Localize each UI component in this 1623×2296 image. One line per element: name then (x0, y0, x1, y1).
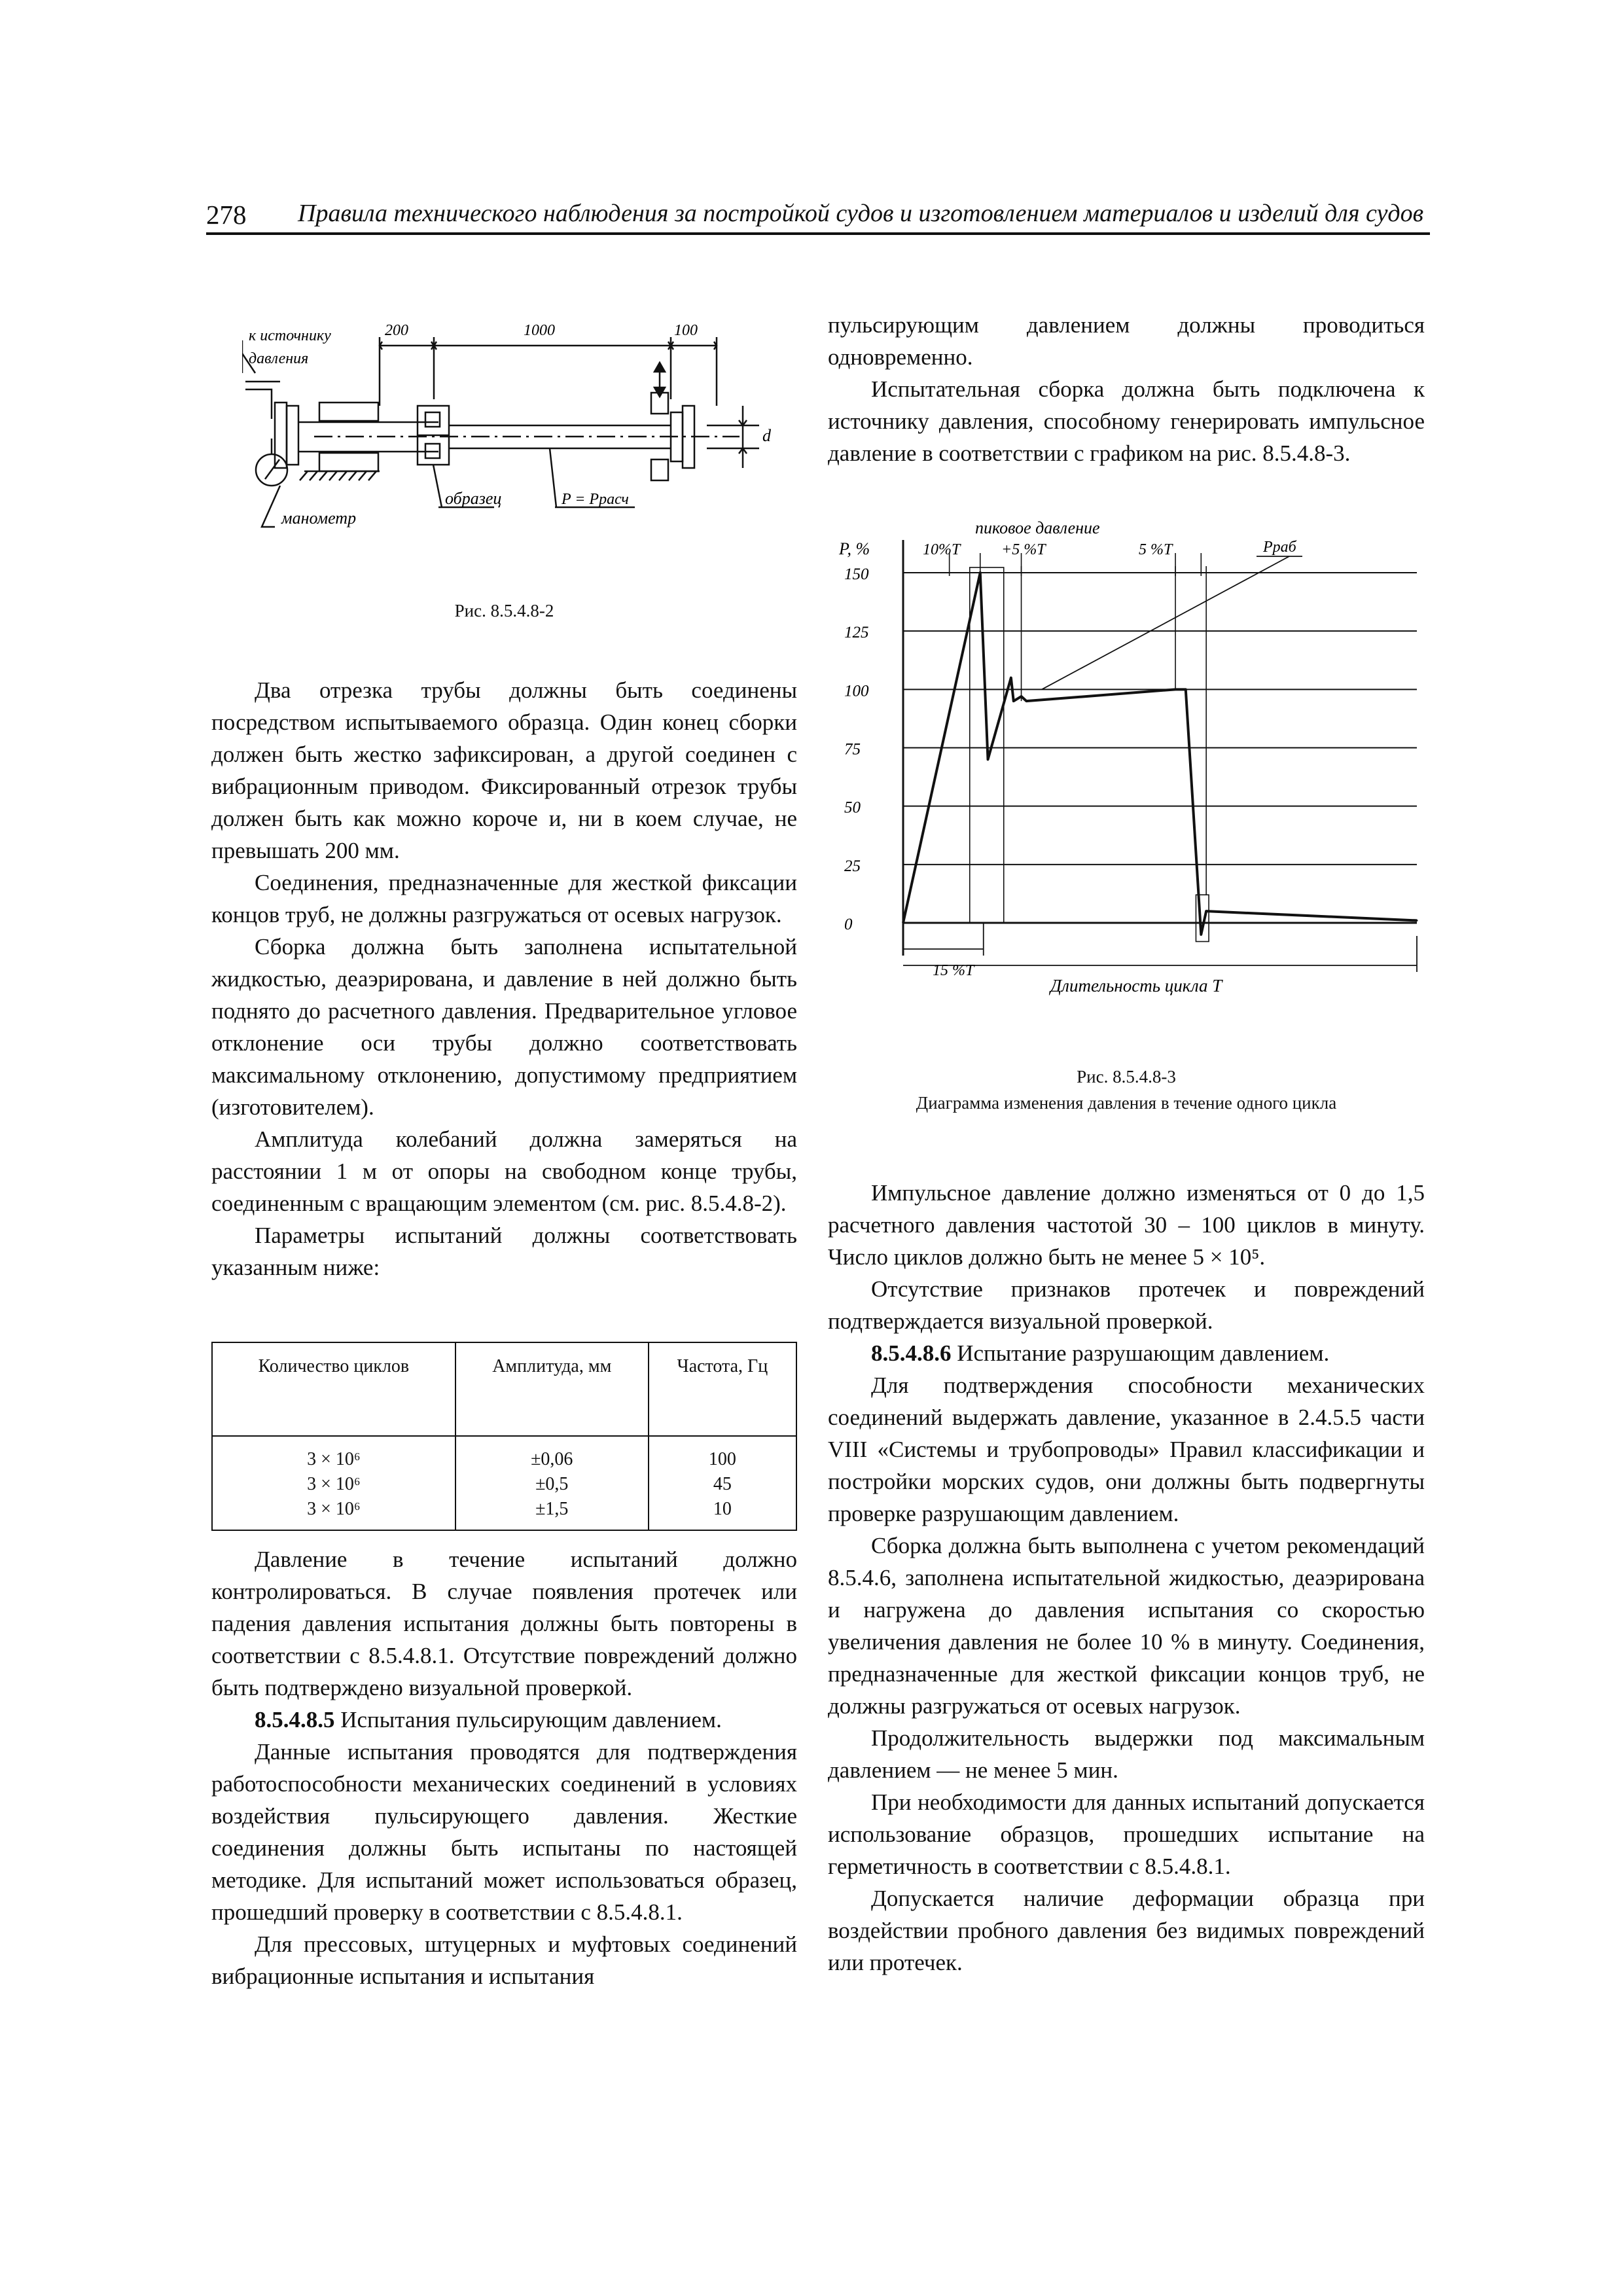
x-axis-label: Длительность цикла T (1050, 976, 1222, 996)
paragraph: Сборка должна быть заполнена испытательной жидкостью, деаэрирована, и давление в ней должно быть поднято до расчетного давления. Предварительное угловое отклонение оси трубы должно соответствовать максимальному отклонению, допустимому предприятием (изготовителем). (211, 934, 797, 1120)
label-p-work: Pраб (1263, 539, 1296, 556)
right-column-block1 (828, 309, 1425, 469)
label-source-line2: давления (249, 350, 309, 367)
section-title: Испытания пульсирующим давлением. (334, 1707, 722, 1732)
dim-1000: 1000 (524, 322, 555, 339)
label-sample: образец (445, 489, 502, 508)
label-plus5-percent-t: +5 %T (1001, 541, 1046, 558)
pressure-cycle-chart (831, 514, 1423, 1024)
chart-y-ticks (844, 565, 869, 933)
label-pressure: P = Pрасч (562, 491, 629, 508)
cell-value: 45 (713, 1474, 732, 1494)
y-tick-label: 75 (844, 740, 861, 759)
figure1-caption: Рис. 8.5.4.8-2 (454, 601, 554, 620)
cell-value: 10 (713, 1499, 732, 1519)
paragraph: Данные испытания проводятся для подтверждения работоспособности механических соединений в условиях воздействия пульсирующего давления. Жесткие соединения должны быть испытаны по настоящей методике. Для испытаний может использоваться образец, прошедший проверку в соответствии с 8.5.4.8.1. (211, 1739, 797, 1925)
y-tick-label: 150 (844, 565, 869, 583)
y-tick-label: 0 (844, 916, 853, 933)
table-header-row (212, 1342, 796, 1436)
series-line (903, 573, 1417, 935)
table-cell-frequency (649, 1436, 796, 1530)
figure2-caption-number: Рис. 8.5.4.8-3 (1077, 1067, 1176, 1086)
paragraph: Параметры испытаний должны соответствовать указанным ниже: (211, 1223, 797, 1280)
dim-100: 100 (674, 322, 698, 339)
cell-value: ±0,5 (535, 1474, 569, 1494)
data-point (1026, 700, 1027, 702)
paragraph: Отсутствие признаков протечек и повреждений подтверждается визуальной проверкой. (828, 1276, 1425, 1334)
table-row (212, 1436, 796, 1530)
data-point (1012, 700, 1014, 702)
left-column-block2 (211, 1543, 797, 1992)
data-point (987, 759, 989, 761)
table-cell-amplitude (455, 1436, 649, 1530)
section-heading-8-5-4-8-6 (828, 1337, 1425, 1369)
figure2-caption (828, 1064, 1425, 1116)
data-point (1175, 689, 1177, 691)
data-point (1416, 920, 1418, 922)
label-d: d (762, 426, 771, 445)
paragraph: Продолжительность выдержки под максимальным давлением — не менее 5 мин. (828, 1725, 1425, 1783)
table-header-amplitude: Амплитуда, мм (455, 1342, 649, 1436)
y-tick-label: 25 (844, 857, 861, 875)
paragraph: Для подтверждения способности механических соединений выдержать давление, указанное в 2.4.5.5 части VIII «Системы и трубопроводы» Правил классификации и постройки морских судов, они должны быть подвергнуты проверке разрушающим давлением. (828, 1372, 1425, 1526)
section-number: 8.5.4.8.5 (255, 1707, 335, 1732)
page-number: 278 (206, 200, 247, 230)
label-15-percent-t: 15 %T (933, 962, 974, 979)
label-gauge: манометр (281, 509, 357, 528)
label-source-line1: к источнику (249, 327, 331, 344)
figure2-caption-text: Диаграмма изменения давления в течение одного цикла (916, 1093, 1337, 1113)
cell-value: 3 × 10⁶ (307, 1499, 361, 1519)
section-number: 8.5.4.8.6 (871, 1340, 952, 1366)
paragraph: Амплитуда колебаний должна замеряться на расстоянии 1 м от опоры на свободном конце трубы, соединенным с вращающим элементом (см. рис. 8.5.4.8-2). (211, 1126, 797, 1216)
paragraph: Соединения, предназначенные для жесткой фиксации концов труб, не должны разгружаться от осевых нагрузок. (211, 870, 797, 927)
y-tick-label: 100 (844, 682, 869, 700)
paragraph: Давление в течение испытаний должно контролироваться. В случае появления протечек или падения давления испытания должны быть повторены в соответствии с 8.5.4.8.1. Отсутствие повреждений должно быть подтверждено визуальной проверкой. (211, 1547, 797, 1700)
paragraph: Допускается наличие деформации образца при воздействии пробного давления без видимых повреждений или протечек. (828, 1886, 1425, 1975)
paragraph: Сборка должна быть выполнена с учетом рекомендаций 8.5.4.6, заполнена испытательной жидкостью, деаэрирована и нагружена до давления испытания со скоростью увеличения давления не более 10 % в минуту. Соединения, предназначенные для жесткой фиксации концов труб, не должны разгружаться от осевых нагрузок. (828, 1533, 1425, 1719)
data-point (1185, 689, 1186, 691)
left-column-block1 (211, 674, 797, 1283)
section-title: Испытание разрушающим давлением. (951, 1340, 1330, 1366)
paragraph: Испытательная сборка должна быть подключена к источнику давления, способному генерировать импульсное давление в соответствии с графиком на рис. 8.5.4.8-3. (828, 376, 1425, 466)
cell-value: ±1,5 (535, 1499, 569, 1519)
data-point (1200, 933, 1202, 935)
y-tick-label: 125 (844, 624, 869, 642)
data-point (902, 922, 904, 924)
data-point (1010, 677, 1012, 679)
test-parameters-table (211, 1342, 797, 1531)
y-axis-label: P, % (839, 539, 870, 558)
data-point (1020, 696, 1022, 698)
paragraph: При необходимости для данных испытаний допускается использование образцов, прошедших испытание на герметичность в соответствии с 8.5.4.8.1. (828, 1789, 1425, 1879)
cell-value: 100 (708, 1449, 736, 1469)
table-cell-cycles (212, 1436, 455, 1530)
paragraph: пульсирующим давлением должны проводиться одновременно. (828, 312, 1425, 370)
cell-value: 3 × 10⁶ (307, 1474, 361, 1494)
cell-value: ±0,06 (531, 1449, 573, 1469)
dim-200: 200 (385, 322, 408, 339)
running-title: Правила технического наблюдения за постройкой судов и изготовлением материалов и изделий для судов (298, 200, 1424, 227)
data-point (1205, 910, 1207, 912)
y-tick-label: 50 (844, 798, 861, 817)
p-work-leader (1042, 556, 1289, 689)
table-header-frequency: Частота, Гц (649, 1342, 796, 1436)
cell-value: 3 × 10⁶ (307, 1449, 361, 1469)
right-column-block2 (828, 1177, 1425, 1979)
label-5-percent-t: 5 %T (1139, 541, 1173, 558)
label-peak-pressure: пиковое давление (975, 518, 1100, 537)
paragraph: Два отрезка трубы должны быть соединены посредством испытываемого образца. Один конец сборки должен быть жестко зафиксирован, а другой соединен с вибрационным приводом. Фиксированный отрезок трубы должен быть как можно короче и, ни в коем случае, не превышать 200 мм. (211, 677, 797, 863)
section-heading-8-5-4-8-5 (211, 1704, 797, 1736)
paragraph: Импульсное давление должно изменяться от 0 до 1,5 расчетного давления частотой 30 – 100 циклов в минуту. Число циклов должно быть не менее 5 × 10⁵. (828, 1180, 1425, 1270)
page-header (206, 195, 1430, 234)
paragraph: Для прессовых, штуцерных и муфтовых соединений вибрационные испытания и испытания (211, 1931, 797, 1989)
data-point (979, 572, 981, 574)
label-10-percent-t: 10%T (923, 541, 961, 558)
figure-pipe-assembly (242, 308, 785, 556)
table-header-cycles: Количество циклов (212, 1342, 455, 1436)
header-rule (206, 232, 1430, 235)
